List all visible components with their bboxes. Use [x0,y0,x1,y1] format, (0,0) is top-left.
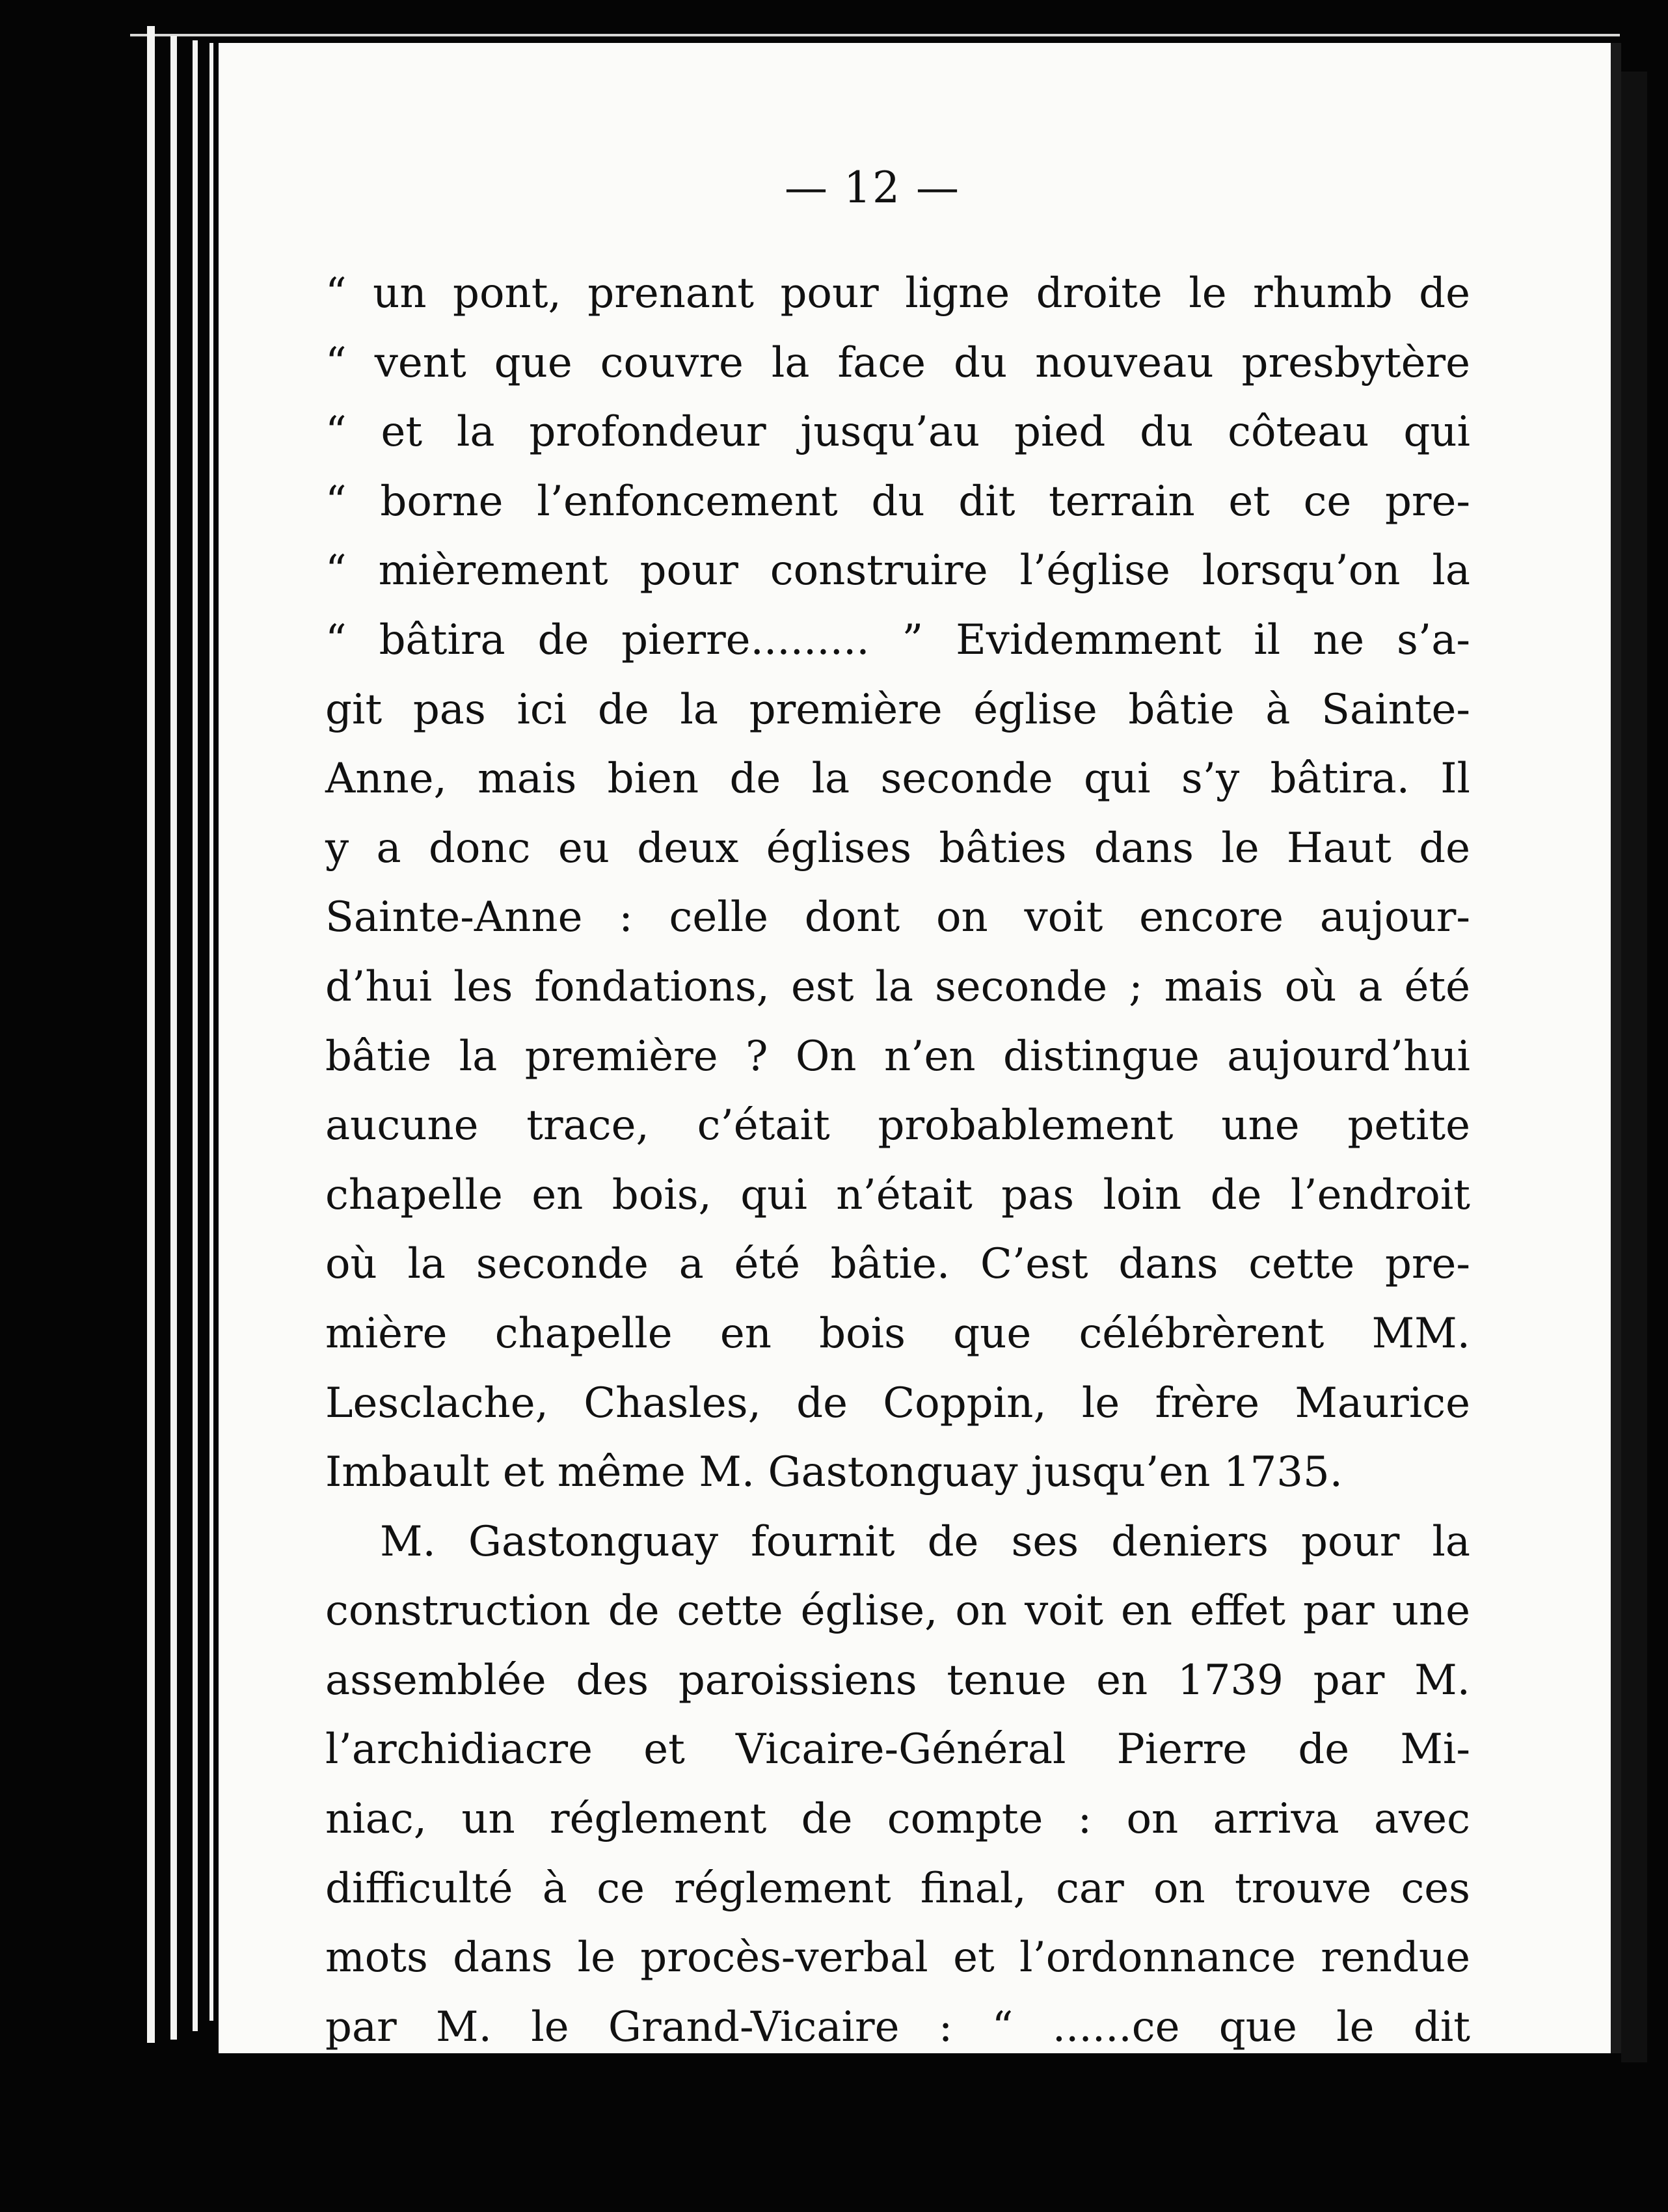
page-number: — 12 — [785,163,960,213]
text-line: où la seconde a été bâtie. C’est dans cette pre- [325,1240,1470,1289]
text-line: “ bâtira de pierre......... ” Evidemment il ne s’a- [325,615,1470,664]
text-line: bâtie la première ? On n’en distingue aujourd’hui [325,1032,1470,1081]
page-edge [209,43,213,2021]
page-edge [147,26,155,2043]
text-line: chapelle en bois, qui n’était pas loin de l’endroit [325,1170,1470,1219]
text-line: par M. le Grand-Vicaire : “ ......ce que le dit [325,2003,1470,2051]
text-line: “ un pont, prenant pour ligne droite le rhumb de [325,269,1470,317]
page-edge [193,40,198,2031]
text-line: “ vent que couvre la face du nouveau presbytère [325,338,1470,387]
page-top-edge [130,34,1620,36]
body-text [325,259,1470,2062]
text-line: Anne, mais bien de la seconde qui s’y bâtira. Il [325,755,1470,803]
text-line: assemblée des paroissiens tenue en 1739 par M. [325,1656,1470,1705]
text-line: “ et la profondeur jusqu’au pied du côteau qui [325,408,1470,457]
text-line: Sainte-Anne : celle dont on voit encore aujour- [325,893,1470,942]
text-line: Imbault et même M. Gastonguay jusqu’en 1735. [325,1448,1343,1497]
text-line: y a donc eu deux églises bâties dans le Haut de [325,824,1470,872]
text-line: d’hui les fondations, est la seconde ; mais où a été [325,962,1470,1011]
text-line: “ mièrement pour construire l’église lorsqu’on la [325,546,1470,595]
text-line: “ borne l’enfoncement du dit terrain et ce pre- [325,477,1470,526]
text-line: difficulté à ce réglement final, car on trouve ces [325,1864,1470,1913]
text-line: aucune trace, c’était probablement une petite [325,1101,1470,1150]
right-binding-shadow [1621,72,1647,2062]
text-line: l’archidiacre et Vicaire-Général Pierre de Mi- [325,1725,1470,1774]
text-line: Lesclache, Chasles, de Coppin, le frère Maurice [325,1379,1470,1427]
text-line: git pas ici de la première église bâtie à Sainte- [325,685,1470,734]
text-line: mots dans le procès-verbal et l’ordonnance rendue [325,1934,1470,1982]
text-line: niac, un réglement de compte : on arriva avec [325,1795,1470,1844]
paragraph-first-line: M. Gastonguay fournit de ses deniers pour la [380,1517,1470,1566]
page-edge [170,36,177,2040]
text-line: mière chapelle en bois que célébrèrent MM. [325,1309,1470,1358]
text-line: construction de cette église, on voit en effet par une [325,1587,1470,1636]
